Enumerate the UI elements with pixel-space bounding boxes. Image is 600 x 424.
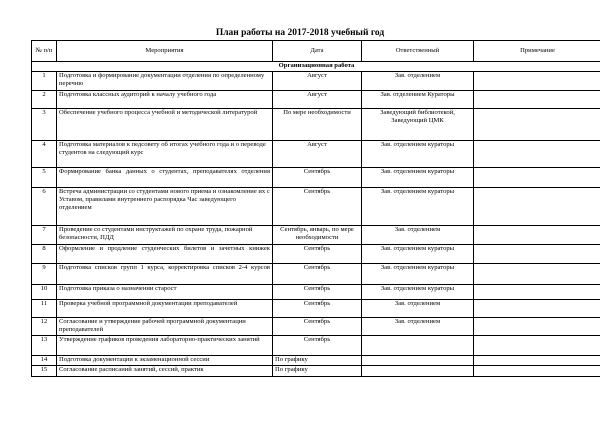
row-num: 8 (32, 245, 57, 264)
row-num: 10 (32, 285, 57, 300)
document-title: План работы на 2017-2018 учебный год (215, 28, 385, 38)
row-note (474, 318, 600, 336)
row-note (474, 91, 600, 109)
row-activity: Подготовка списков групп 1 курса, корректировка списков 2-4 курсов (57, 264, 273, 285)
row-num: 9 (32, 264, 57, 285)
row-responsible: Зав. отделением кураторы (362, 141, 474, 168)
header-date: Дата (273, 41, 362, 62)
header-note: Примечание (474, 41, 600, 62)
row-num: 12 (32, 318, 57, 336)
row-responsible: Зав. отделением кураторы (362, 168, 474, 188)
row-num: 4 (32, 141, 57, 168)
row-responsible: Зав. отделением (362, 72, 474, 91)
row-date: По мере необходимости (273, 109, 362, 141)
row-date: Сентябрь (273, 285, 362, 300)
row-responsible: Заведующий библиотекой, Заведующий ЦМК (362, 109, 474, 141)
row-num: 13 (32, 336, 57, 356)
row-date: Сентябрь (273, 264, 362, 285)
row-note (474, 245, 600, 264)
header-num: № п/п (32, 41, 57, 62)
row-num: 15 (32, 366, 57, 377)
row-responsible (362, 356, 474, 366)
row-note (474, 141, 600, 168)
row-date: Август (273, 141, 362, 168)
row-note (474, 109, 600, 141)
table-row (32, 188, 600, 226)
row-activity: Проведение со студентами инструктажей по охране труда, пожарной безопасности, ПДД (57, 226, 273, 245)
row-note (474, 168, 600, 188)
row-date: Сентябрь (273, 188, 362, 226)
row-num: 14 (32, 356, 57, 366)
row-activity: Подготовка классных аудиторий к началу учебного года (57, 91, 273, 109)
row-note (474, 356, 600, 366)
row-activity: Утверждение графиков проведения лабораторно-практических занятий (57, 336, 273, 356)
table-row (32, 109, 600, 141)
row-activity: Проверка учебной программной документации преподавателей (57, 300, 273, 318)
row-date: Сентябрь, январь, по мере необходимости (273, 226, 362, 245)
table-row (32, 264, 600, 285)
row-note (474, 336, 600, 356)
row-responsible: Зав. отделением Кураторы (362, 91, 474, 109)
row-responsible (362, 366, 474, 377)
table-row (32, 168, 600, 188)
plan-table (31, 40, 600, 377)
row-responsible: Зав. отделением кураторы (362, 264, 474, 285)
row-activity: Согласование и утверждение рабочей программной документации преподавателей (57, 318, 273, 336)
table-row (32, 91, 600, 109)
row-num: 7 (32, 226, 57, 245)
table-row (32, 300, 600, 318)
row-date: По графику (273, 356, 362, 366)
section-title: Организационная работа (32, 62, 600, 72)
row-responsible: Зав. отделением (362, 300, 474, 318)
row-num: 6 (32, 188, 57, 226)
row-num: 1 (32, 72, 57, 91)
row-note (474, 188, 600, 226)
row-responsible (362, 336, 474, 356)
row-num: 11 (32, 300, 57, 318)
row-num: 5 (32, 168, 57, 188)
row-note (474, 72, 600, 91)
row-note (474, 366, 600, 377)
row-note (474, 300, 600, 318)
row-note (474, 285, 600, 300)
row-num: 2 (32, 91, 57, 109)
row-activity: Подготовка документации к экзаменационной сессии (57, 356, 273, 366)
row-date: Сентябрь (273, 168, 362, 188)
row-activity: Подготовка и формирование документации отделения по определенному перечню (57, 72, 273, 91)
row-responsible: Зав. отделением (362, 318, 474, 336)
row-activity: Обеспечение учебного процесса учебной и методической литературой (57, 109, 273, 141)
table-row (32, 366, 600, 377)
row-note (474, 226, 600, 245)
header-activity: Мероприятия (57, 41, 273, 62)
table-row (32, 226, 600, 245)
table-row (32, 356, 600, 366)
table-row (32, 72, 600, 91)
table-row (32, 141, 600, 168)
row-activity: Встреча администрации со студентами нового приема и ознакомление их с Уставом, правилами внутреннего распорядка Час заведующего отделением (57, 188, 273, 226)
row-responsible: Зав. отделением (362, 226, 474, 245)
table-row (32, 318, 600, 336)
table-row (32, 336, 600, 356)
row-date: Сентябрь (273, 336, 362, 356)
row-date: Сентябрь (273, 318, 362, 336)
row-responsible: Зав. отделением кураторы (362, 285, 474, 300)
row-activity: Формирование банка данных о студентах, преподавателях отделения (57, 168, 273, 188)
row-responsible: Зав. отделением кураторы (362, 188, 474, 226)
row-note (474, 264, 600, 285)
row-activity: Подготовка материалов к педсовету об итогах учебного года и о переводе студентов на следующий курс (57, 141, 273, 168)
row-activity: Подготовка приказа о назначении старост (57, 285, 273, 300)
row-activity: Оформление и продление студенческих билетов и зачетных книжек (57, 245, 273, 264)
header-responsible: Ответственный (362, 41, 474, 62)
row-activity: Согласование расписаний занятий, сессий, практик (57, 366, 273, 377)
table-row (32, 245, 600, 264)
row-responsible: Зав. отделением кураторы (362, 245, 474, 264)
section-row (32, 62, 600, 72)
row-date: Сентябрь (273, 245, 362, 264)
row-num: 3 (32, 109, 57, 141)
row-date: Август (273, 72, 362, 91)
table-header-row (32, 41, 600, 62)
table-row (32, 285, 600, 300)
row-date: По графику (273, 366, 362, 377)
row-date: Август (273, 91, 362, 109)
row-date: Сентябрь (273, 300, 362, 318)
